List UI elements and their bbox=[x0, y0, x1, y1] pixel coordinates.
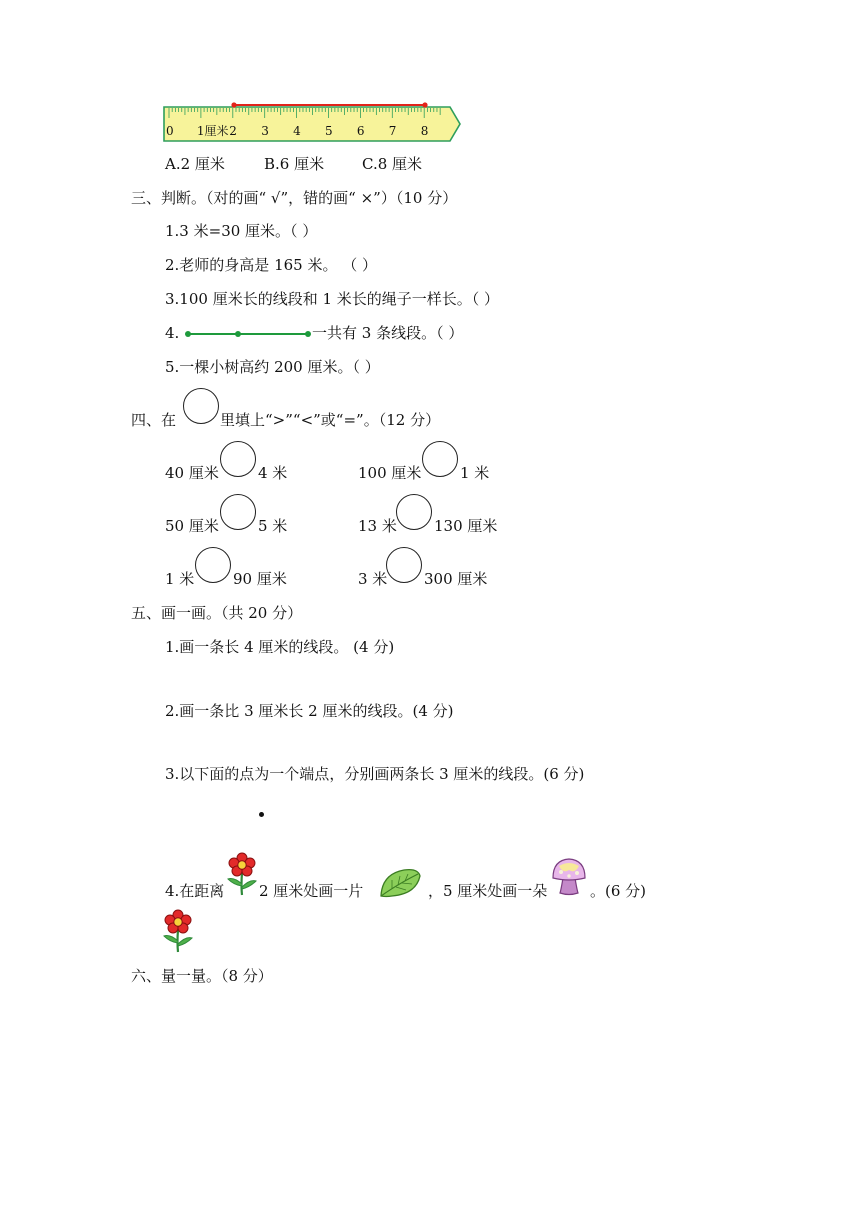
section5-item-4-a: 4.在距离 bbox=[165, 882, 225, 900]
compare-right: 300 厘米 bbox=[424, 570, 488, 588]
answer-circle[interactable] bbox=[195, 547, 231, 583]
compare-left: 13 米 bbox=[358, 517, 397, 535]
segment-endpoint-left bbox=[231, 102, 236, 107]
three-point-segment-figure bbox=[182, 327, 314, 341]
ruler-label: 5 bbox=[325, 124, 333, 138]
compare-left: 40 厘米 bbox=[165, 464, 219, 482]
segment-point bbox=[185, 331, 191, 337]
answer-circle[interactable] bbox=[220, 494, 256, 530]
ruler-label: 6 bbox=[356, 124, 365, 138]
answer-circle[interactable] bbox=[422, 441, 458, 477]
ruler-label: 4 bbox=[293, 124, 301, 138]
section5-item-4-d: 。(6 分) bbox=[590, 882, 647, 900]
section3-item-4: 4. bbox=[165, 324, 180, 342]
section6-title: 六、量一量。（8 分） bbox=[131, 967, 273, 985]
compare-left: 1 米 bbox=[165, 570, 195, 588]
answer-circle[interactable] bbox=[220, 441, 256, 477]
section3-item-5: 5.一棵小树高约 200 厘米。（ ） bbox=[165, 358, 380, 376]
section5-item-4-c: ，5 厘米处画一朵 bbox=[428, 882, 548, 900]
compare-right: 5 米 bbox=[258, 517, 288, 535]
ruler-figure bbox=[160, 100, 465, 146]
section3-title: 三、判断。（对的画“ √”，错的画“ ×”）（10 分） bbox=[131, 189, 458, 207]
compare-left: 100 厘米 bbox=[358, 464, 422, 482]
option-b: B.6 厘米 bbox=[264, 155, 325, 173]
section3-item-2: 2.老师的身高是 165 米。 （ ） bbox=[165, 256, 378, 274]
leaf-icon bbox=[378, 866, 422, 900]
ruler-label: 2 bbox=[229, 124, 237, 138]
section3-item-1: 1.3 米=30 厘米。（ ） bbox=[165, 222, 318, 240]
ruler-label: 8 bbox=[420, 124, 429, 138]
answer-circle[interactable] bbox=[396, 494, 432, 530]
compare-right: 130 厘米 bbox=[434, 517, 498, 535]
option-a: A.2 厘米 bbox=[165, 155, 225, 173]
answer-circle[interactable] bbox=[386, 547, 422, 583]
ruler-label: 3 bbox=[261, 124, 269, 138]
section4-title-post: 里填上“>”“<”或“=”。（12 分） bbox=[220, 411, 441, 429]
endpoint-dot bbox=[259, 812, 264, 817]
section4-title-pre: 四、在 bbox=[131, 411, 177, 429]
compare-right: 1 米 bbox=[460, 464, 490, 482]
segment-endpoint-right bbox=[422, 102, 427, 107]
option-c: C.8 厘米 bbox=[362, 155, 423, 173]
compare-right: 90 厘米 bbox=[233, 570, 287, 588]
section5-item-2: 2.画一条比 3 厘米长 2 厘米的线段。(4 分) bbox=[165, 702, 454, 720]
section5-title: 五、画一画。（共 20 分） bbox=[131, 604, 303, 622]
ruler-label: 0 bbox=[166, 124, 174, 138]
section5-item-4-b: 2 厘米处画一片 bbox=[259, 882, 364, 900]
section3-item-4-tail: 一共有 3 条线段。（ ） bbox=[312, 324, 464, 342]
segment-point bbox=[235, 331, 241, 337]
section3-item-3: 3.100 厘米长的线段和 1 米长的绳子一样长。（ ） bbox=[165, 290, 500, 308]
mushroom-icon bbox=[551, 856, 587, 896]
ruler-label: 7 bbox=[388, 124, 397, 138]
flower-icon bbox=[162, 910, 194, 954]
compare-left: 3 米 bbox=[358, 570, 388, 588]
segment-point bbox=[305, 331, 311, 337]
answer-circle-example bbox=[183, 388, 219, 424]
ruler-label: 1厘米 bbox=[196, 124, 229, 138]
section5-item-3: 3.以下面的点为一个端点，分别画两条长 3 厘米的线段。(6 分) bbox=[165, 765, 585, 783]
compare-left: 50 厘米 bbox=[165, 517, 219, 535]
section5-item-1: 1.画一条长 4 厘米的线段。 (4 分) bbox=[165, 638, 395, 656]
compare-right: 4 米 bbox=[258, 464, 288, 482]
flower-icon bbox=[226, 853, 258, 897]
